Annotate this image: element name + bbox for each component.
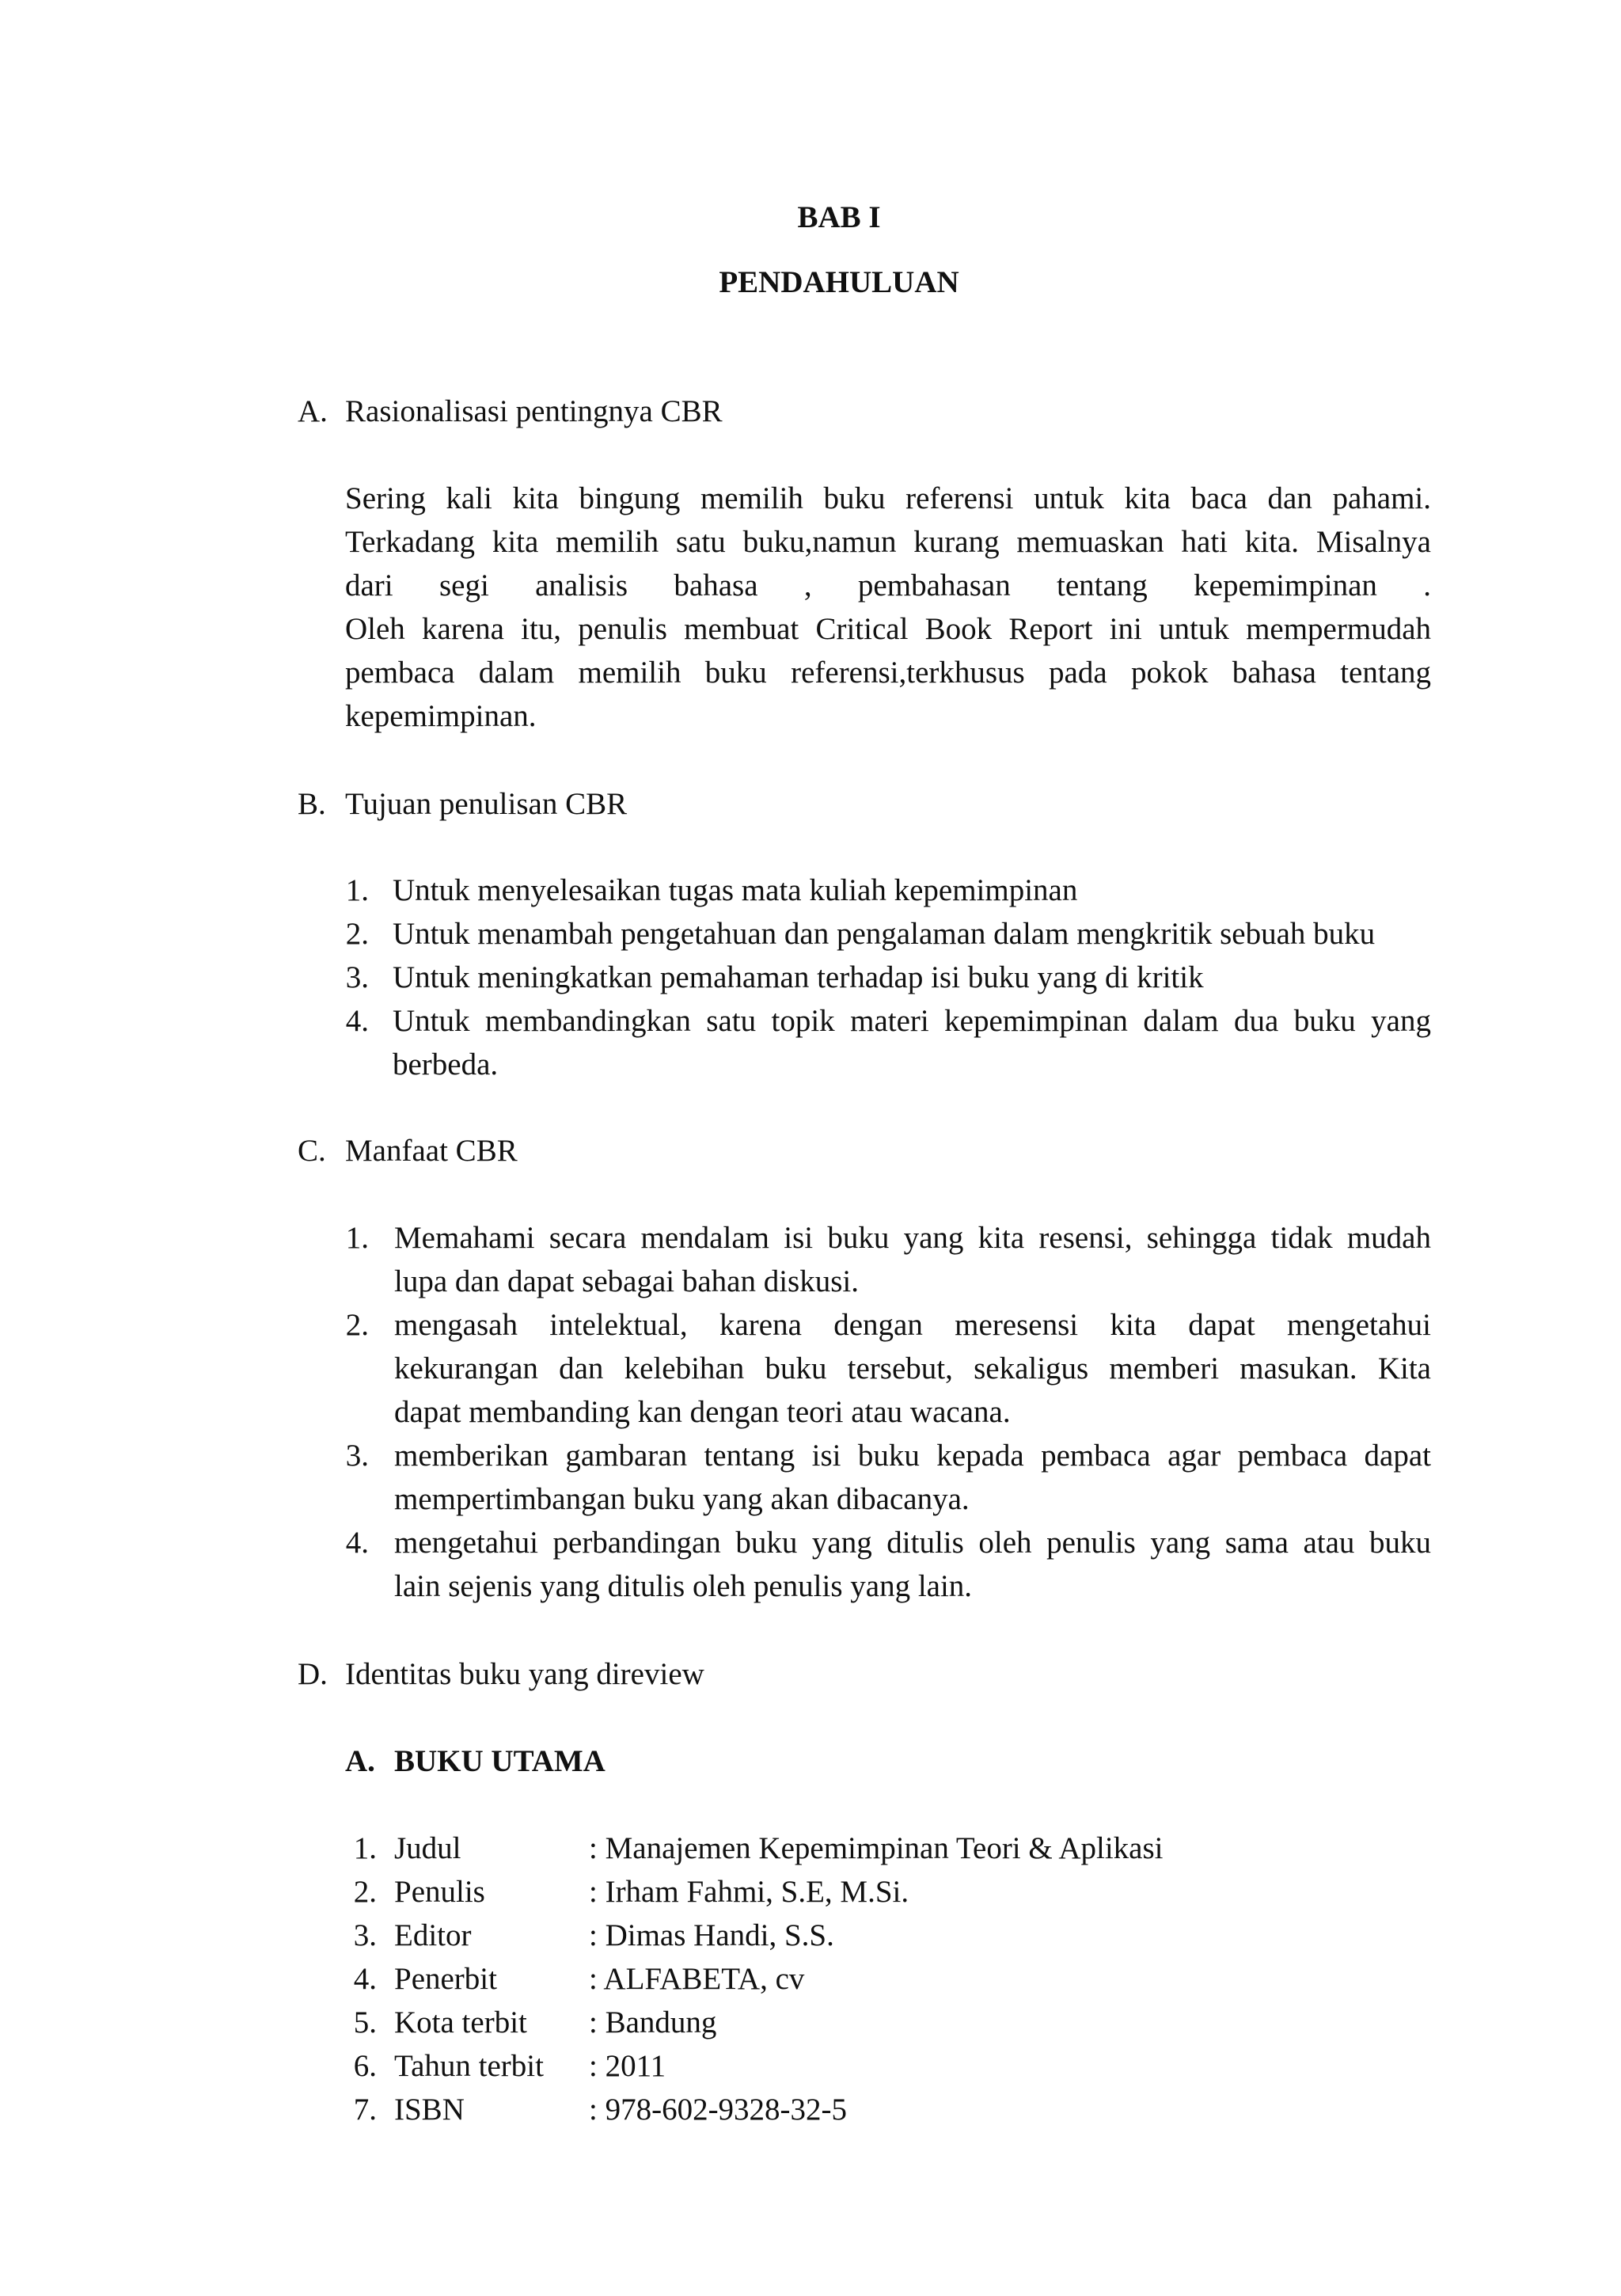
list-item-continuation: mempertimbangan buku yang akan dibacanya. <box>394 1482 970 1516</box>
identity-number: 7. <box>353 2093 377 2127</box>
list-item: Untuk menambah pengetahuan dan pengalaman dalam mengkritik sebuah buku <box>393 917 1376 951</box>
paragraph-line: Sering kali kita bingung memilih buku referensi untuk kita baca dan pahami. <box>345 481 1431 515</box>
identity-number: 6. <box>353 2049 377 2083</box>
paragraph-line: Oleh karena itu, penulis membuat Critical Book Report ini untuk mempermudah <box>345 612 1431 646</box>
list-number: 4. <box>345 1526 369 1560</box>
section-b-title: Tujuan penulisan CBR <box>345 787 628 821</box>
chapter-label: BAB I <box>797 200 881 234</box>
list-item-continuation: kekurangan dan kelebihan buku tersebut, sekaligus memberi masukan. Kita <box>394 1351 1431 1386</box>
section-c-letter: C. <box>298 1134 326 1168</box>
identity-number: 2. <box>353 1875 377 1909</box>
identity-number: 5. <box>353 2005 377 2039</box>
list-item: mengasah intelektual, karena dengan meresensi kita dapat mengetahui <box>394 1308 1431 1342</box>
identity-value: : Bandung <box>589 2005 717 2039</box>
list-item: Untuk meningkatkan pemahaman terhadap isi buku yang di kritik <box>393 960 1204 994</box>
identity-value: : 978-602-9328-32-5 <box>589 2093 848 2127</box>
paragraph-line: dari segi analisis bahasa , pembahasan tentang kepemimpinan . <box>345 568 1431 603</box>
subsection-title: BUKU UTAMA <box>394 1744 606 1778</box>
identity-value: : Irham Fahmi, S.E, M.Si. <box>589 1875 909 1909</box>
identity-value: : Dimas Handi, S.S. <box>589 1918 834 1952</box>
identity-label: Penulis <box>394 1875 485 1909</box>
section-d-letter: D. <box>298 1657 328 1691</box>
subsection-letter: A. <box>345 1744 375 1778</box>
list-number: 2. <box>345 1308 369 1342</box>
section-a-title: Rasionalisasi pentingnya CBR <box>345 394 723 428</box>
list-item: Untuk membandingkan satu topik materi kepemimpinan dalam dua buku yang <box>393 1004 1431 1038</box>
list-item-continuation: berbeda. <box>393 1047 499 1081</box>
identity-value: : ALFABETA, cv <box>589 1962 805 1996</box>
identity-value: : 2011 <box>589 2049 666 2083</box>
list-number: 1. <box>345 873 369 907</box>
identity-number: 4. <box>353 1962 377 1996</box>
identity-label: Tahun terbit <box>394 2049 544 2083</box>
list-item-continuation: dapat membanding kan dengan teori atau wacana. <box>394 1395 1011 1429</box>
list-number: 4. <box>345 1004 369 1038</box>
list-item-continuation: lupa dan dapat sebagai bahan diskusi. <box>394 1264 859 1298</box>
identity-label: Kota terbit <box>394 2005 527 2039</box>
list-item: mengetahui perbandingan buku yang ditulis oleh penulis yang sama atau buku <box>394 1526 1431 1560</box>
list-item: Memahami secara mendalam isi buku yang kita resensi, sehingga tidak mudah <box>394 1221 1431 1255</box>
identity-label: Penerbit <box>394 1962 497 1996</box>
list-number: 3. <box>345 1439 369 1473</box>
section-b-letter: B. <box>298 787 326 821</box>
list-number: 3. <box>345 960 369 994</box>
section-d-title: Identitas buku yang direview <box>345 1657 704 1691</box>
identity-label: ISBN <box>394 2093 465 2127</box>
list-item: memberikan gambaran tentang isi buku kepada pembaca agar pembaca dapat <box>394 1439 1431 1473</box>
identity-number: 1. <box>353 1831 377 1865</box>
identity-number: 3. <box>353 1918 377 1952</box>
paragraph-line: kepemimpinan. <box>345 699 537 733</box>
list-item-continuation: lain sejenis yang ditulis oleh penulis yang lain. <box>394 1569 973 1603</box>
list-number: 2. <box>345 917 369 951</box>
list-number: 1. <box>345 1221 369 1255</box>
list-item: Untuk menyelesaikan tugas mata kuliah kepemimpinan <box>393 873 1078 907</box>
paragraph-line: Terkadang kita memilih satu buku,namun kurang memuaskan hati kita. Misalnya <box>345 525 1431 559</box>
identity-label: Judul <box>394 1831 461 1865</box>
paragraph-line: pembaca dalam memilih buku referensi,terkhusus pada pokok bahasa tentang <box>345 656 1431 690</box>
identity-value: : Manajemen Kepemimpinan Teori & Aplikasi <box>589 1831 1164 1865</box>
identity-label: Editor <box>394 1918 472 1952</box>
section-c-title: Manfaat CBR <box>345 1134 518 1168</box>
chapter-title: PENDAHULUAN <box>719 265 959 299</box>
section-a-letter: A. <box>298 394 328 428</box>
